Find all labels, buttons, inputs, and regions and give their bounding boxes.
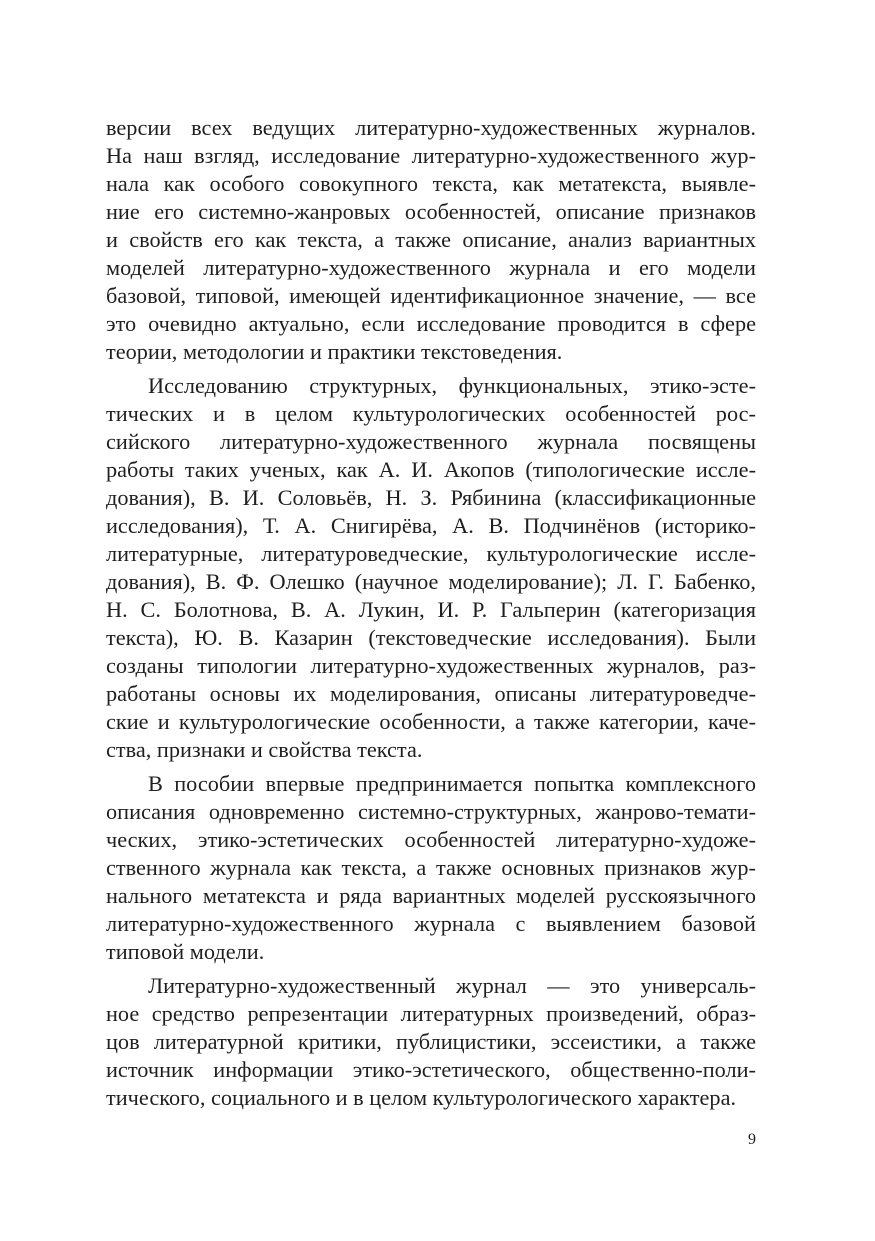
text-line: текста), Ю. В. Казарин (текстоведческие исследования). Были bbox=[106, 625, 756, 650]
text-line: тических и в целом культурологических особенностей рос- bbox=[106, 401, 756, 426]
paragraph bbox=[106, 114, 756, 366]
text-line: цов литературной критики, публицистики, эссеистики, а также bbox=[106, 1029, 756, 1054]
text-line: исследования), Т. А. Снигирёва, А. В. Подчинёнов (историко- bbox=[106, 513, 756, 538]
text-line: типовой модели. bbox=[106, 939, 265, 964]
text-line: ческих, этико-эстетических особенностей литературно-художе- bbox=[106, 827, 756, 852]
text-line: дования), В. И. Соловьёв, Н. З. Рябинина (классификационные bbox=[106, 485, 756, 510]
text-line: и свойств его как текста, а также описание, анализ вариантных bbox=[106, 227, 756, 252]
paragraph bbox=[106, 972, 756, 1112]
text-line: На наш взгляд, исследование литературно-художественного жур- bbox=[106, 143, 756, 168]
text-line: Исследованию структурных, функциональных, этико-эсте- bbox=[148, 373, 756, 398]
text-line: теории, методологии и практики текстоведения. bbox=[106, 339, 563, 364]
page-number: 9 bbox=[748, 1131, 756, 1148]
text-line: ственного журнала как текста, а также основных признаков жур- bbox=[106, 855, 756, 880]
text-line: ства, признаки и свойства текста. bbox=[106, 737, 423, 762]
text-line: ские и культурологические особенности, а также категории, каче- bbox=[106, 709, 756, 734]
text-line: созданы типологии литературно-художественных журналов, раз- bbox=[106, 653, 756, 678]
text-line: Н. С. Болотнова, В. А. Лукин, И. Р. Гальперин (категоризация bbox=[106, 597, 756, 622]
body-text bbox=[106, 114, 756, 1112]
text-line: сийского литературно-художественного журнала посвящены bbox=[106, 429, 756, 454]
text-line: базовой, типовой, имеющей идентификационное значение, — все bbox=[106, 283, 756, 308]
text-line: работы таких ученых, как А. И. Акопов (типологические иссле- bbox=[106, 457, 756, 482]
text-line: тического, социального и в целом культурологического характера. bbox=[106, 1085, 737, 1110]
text-line: литературные, литературоведческие, культурологические иссле- bbox=[106, 541, 756, 566]
paragraph bbox=[106, 770, 756, 966]
text-line: литературно-художественного журнала с выявлением базовой bbox=[106, 911, 756, 936]
text-line: описания одновременно системно-структурных, жанрово-темати- bbox=[106, 799, 756, 824]
text-line: источник информации этико-эстетического, общественно-поли- bbox=[106, 1057, 756, 1082]
text-line: работаны основы их моделирования, описаны литературоведче- bbox=[106, 681, 756, 706]
text-line: версии всех ведущих литературно-художественных журналов. bbox=[106, 115, 756, 140]
text-line: нального метатекста и ряда вариантных моделей русскоязычного bbox=[106, 883, 756, 908]
text-line: это очевидно актуально, если исследование проводится в сфере bbox=[106, 311, 756, 336]
text-line: Литературно-художественный журнал — это универсаль- bbox=[148, 973, 756, 998]
paragraph bbox=[106, 372, 756, 764]
text-line: В пособии впервые предпринимается попытка комплексного bbox=[148, 771, 756, 796]
text-line: моделей литературно-художественного журнала и его модели bbox=[106, 255, 756, 280]
text-line: дования), В. Ф. Олешко (научное моделирование); Л. Г. Бабенко, bbox=[106, 569, 756, 594]
text-line: ние его системно-жанровых особенностей, описание признаков bbox=[106, 199, 756, 224]
text-line: нала как особого совокупного текста, как метатекста, выявле- bbox=[106, 171, 756, 196]
text-line: ное средство репрезентации литературных произведений, образ- bbox=[106, 1001, 756, 1026]
